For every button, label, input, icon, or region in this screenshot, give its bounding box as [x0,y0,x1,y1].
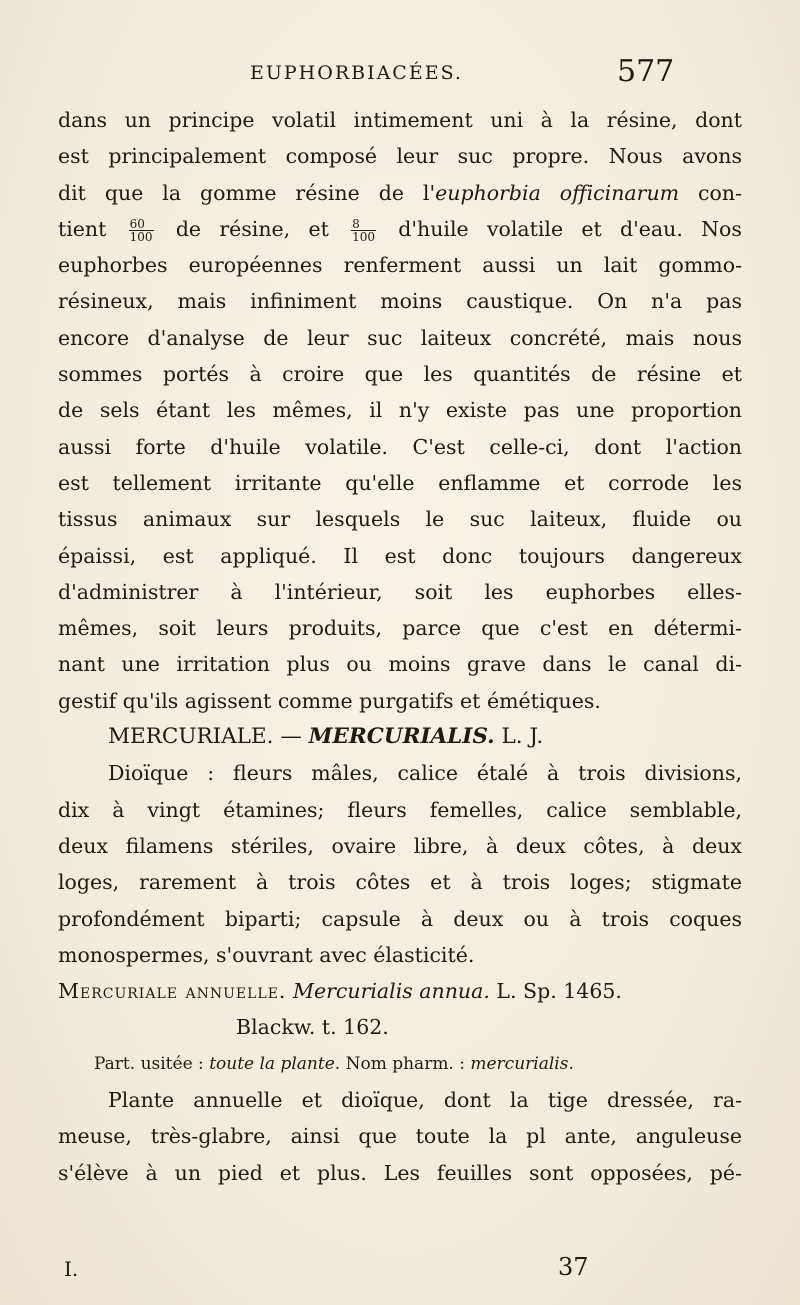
body-text [58,102,742,1191]
fraction-numerator: 8 [351,218,376,231]
pharmacy-note [58,1046,742,1082]
text-line: dix à vingt étamines; fleurs femelles, calice semblable, [58,797,742,822]
text-line: est principalement composé leur suc propre. Nous avons [58,144,742,169]
text-line: sommes portés à croire que les quantités de résine et [58,362,742,387]
running-head [0,54,800,102]
genus-latin: MERCURIALIS. [308,724,495,750]
text-line: est tellement irritante qu'elle enflamme et corrode les [58,470,742,495]
text-line: euphorbes européennes renferment aussi un lait gommo- [58,253,742,278]
genus-heading [58,719,742,755]
genus-dash: — [273,724,309,750]
note-part-used: toute la plante [209,1053,335,1074]
running-title: EUPHORBIACÉES. [250,62,463,84]
note-text: . [568,1053,574,1074]
text-line: meuse, très-glabre, ainsi que toute la pl ante, anguleuse [58,1124,742,1149]
page-footer [0,1253,800,1293]
text-segment: dit que la gomme résine de l' [58,180,436,205]
text-line: gestif qu'ils agissent comme purgatifs et émétiques. [58,688,601,713]
fraction-denominator: 100 [352,229,375,244]
fraction-numerator: 60 [129,218,154,231]
species-latin: Mercurialis annua. [292,979,490,1004]
latin-name: euphorbia officinarum [435,180,680,205]
text-line: d'administrer à l'intérieur, soit les euphorbes elles- [58,579,742,604]
note-text: . Nom pharm. : [334,1053,471,1074]
text-line [58,175,742,211]
genus-name: MERCURIALE. [108,724,274,750]
text-line: nant une irritation plus ou moins grave dans le canal di- [58,652,742,677]
fraction [351,218,376,243]
page-number: 577 [617,54,675,89]
text-line: profondément biparti; capsule à deux ou à trois coques [58,906,742,931]
signature-number: 37 [558,1253,589,1281]
text-line: Dioïque : fleurs mâles, calice étalé à trois divisions, [108,761,742,786]
genus-authority: L. J. [494,724,544,750]
text-line: Plante annuelle et dioïque, dont la tige dressée, ra- [108,1088,742,1113]
species-reference: L. Sp. 1465. [489,979,622,1004]
text-segment: de résine, et [175,216,329,241]
text-line: de sels étant les mêmes, il n'y existe pas une proportion [58,398,742,423]
text-line [58,211,742,247]
note-text: Part. usitée : [94,1053,210,1074]
text-line: résineux, mais infiniment moins caustique. On n'a pas [58,289,742,314]
text-line: épaissi, est appliqué. Il est donc toujours dangereux [58,543,742,568]
text-segment: con- [679,180,742,205]
text-line: monospermes, s'ouvrant avec élasticité. [58,942,475,967]
text-line: deux filamens stériles, ovaire libre, à deux côtes, à deux [58,833,742,858]
fraction-denominator: 100 [129,229,153,244]
species-heading [58,973,742,1009]
note-pharm-name: mercurialis [470,1053,569,1074]
signature-mark: I. [64,1257,79,1281]
text-line: aussi forte d'huile volatile. C'est celle-ci, dont l'action [58,434,742,459]
text-segment: d'huile volatile et d'eau. Nos [398,216,742,241]
fraction [129,218,154,243]
text-line: encore d'analyse de leur suc laiteux concrété, mais nous [58,325,742,350]
species-reference-line: Blackw. t. 162. [236,1015,389,1040]
text-line: dans un principe volatil intimement uni à la résine, dont [58,108,742,132]
text-line: mêmes, soit leurs produits, parce que c'est en détermi- [58,616,742,641]
text-line: tissus animaux sur lesquels le suc laiteux, fluide ou [58,507,742,532]
text-segment: tient [58,216,107,241]
text-line: loges, rarement à trois côtes et à trois loges; stigmate [58,870,742,895]
text-line: s'élève à un pied et plus. Les feuilles sont opposées, pé- [58,1160,742,1185]
species-name: Mercuriale annuelle. [58,979,287,1004]
